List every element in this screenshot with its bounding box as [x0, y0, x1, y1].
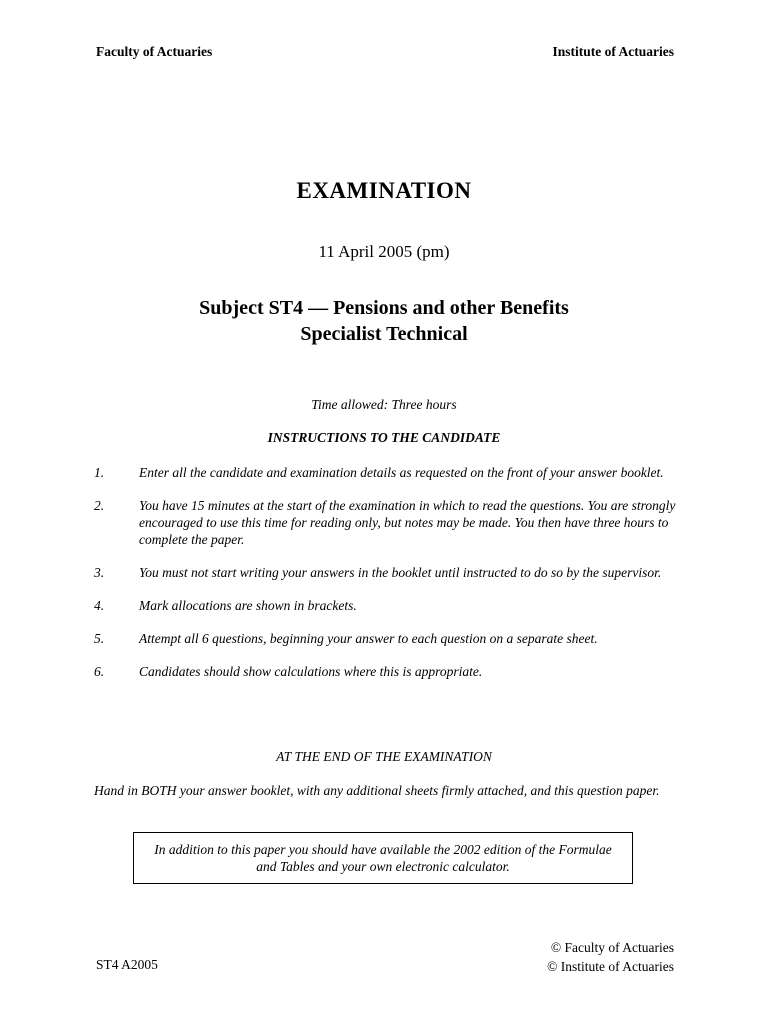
item-number: 3.	[94, 565, 105, 580]
item-number: 1.	[94, 465, 105, 480]
item-number: 4.	[94, 598, 105, 613]
list-item	[94, 597, 684, 614]
materials-note-box	[133, 832, 633, 884]
item-text: You have 15 minutes at the start of the examination in which to read the questions. You are strongly encouraged to use this time for reading only, but notes may be made. You then have three hours to complete the paper.	[139, 498, 676, 547]
hand-in-instruction: Hand in BOTH your answer booklet, with any additional sheets firmly attached, and this question paper.	[94, 783, 660, 798]
item-text: Attempt all 6 questions, beginning your answer to each question on a separate sheet.	[139, 631, 598, 646]
list-item	[94, 630, 684, 647]
header-faculty: Faculty of Actuaries	[96, 44, 213, 59]
copyright-block	[547, 938, 674, 976]
item-text: You must not start writing your answers in the booklet until instructed to do so by the supervisor.	[139, 565, 662, 580]
header-institute: Institute of Actuaries	[552, 44, 674, 59]
materials-note-text: In addition to this paper you should have available the 2002 edition of the Formulae and Tables and your own electronic calculator.	[154, 842, 612, 874]
list-item	[94, 564, 684, 581]
end-of-exam-heading: AT THE END OF THE EXAMINATION	[276, 749, 492, 764]
item-text: Mark allocations are shown in brackets.	[139, 598, 357, 613]
copyright-institute: © Institute of Actuaries	[547, 959, 674, 974]
instructions-heading: INSTRUCTIONS TO THE CANDIDATE	[267, 430, 501, 445]
item-text: Enter all the candidate and examination details as requested on the front of your answer booklet.	[139, 465, 664, 480]
paper-code: ST4 A2005	[96, 957, 158, 972]
subject-line-2: Specialist Technical	[300, 323, 468, 345]
item-number: 6.	[94, 664, 105, 679]
item-number: 2.	[94, 498, 105, 513]
subject-line-1: Subject ST4 — Pensions and other Benefits	[199, 297, 569, 319]
item-text: Candidates should show calculations where this is appropriate.	[139, 664, 483, 679]
list-item	[94, 464, 684, 481]
page-title: EXAMINATION	[296, 178, 472, 203]
subject-heading	[0, 295, 768, 347]
copyright-faculty: © Faculty of Actuaries	[550, 940, 674, 955]
time-allowed: Time allowed: Three hours	[311, 397, 457, 412]
instructions-list	[94, 464, 684, 696]
list-item	[94, 663, 684, 680]
exam-date: 11 April 2005 (pm)	[318, 242, 450, 261]
item-number: 5.	[94, 631, 105, 646]
list-item	[94, 497, 684, 548]
